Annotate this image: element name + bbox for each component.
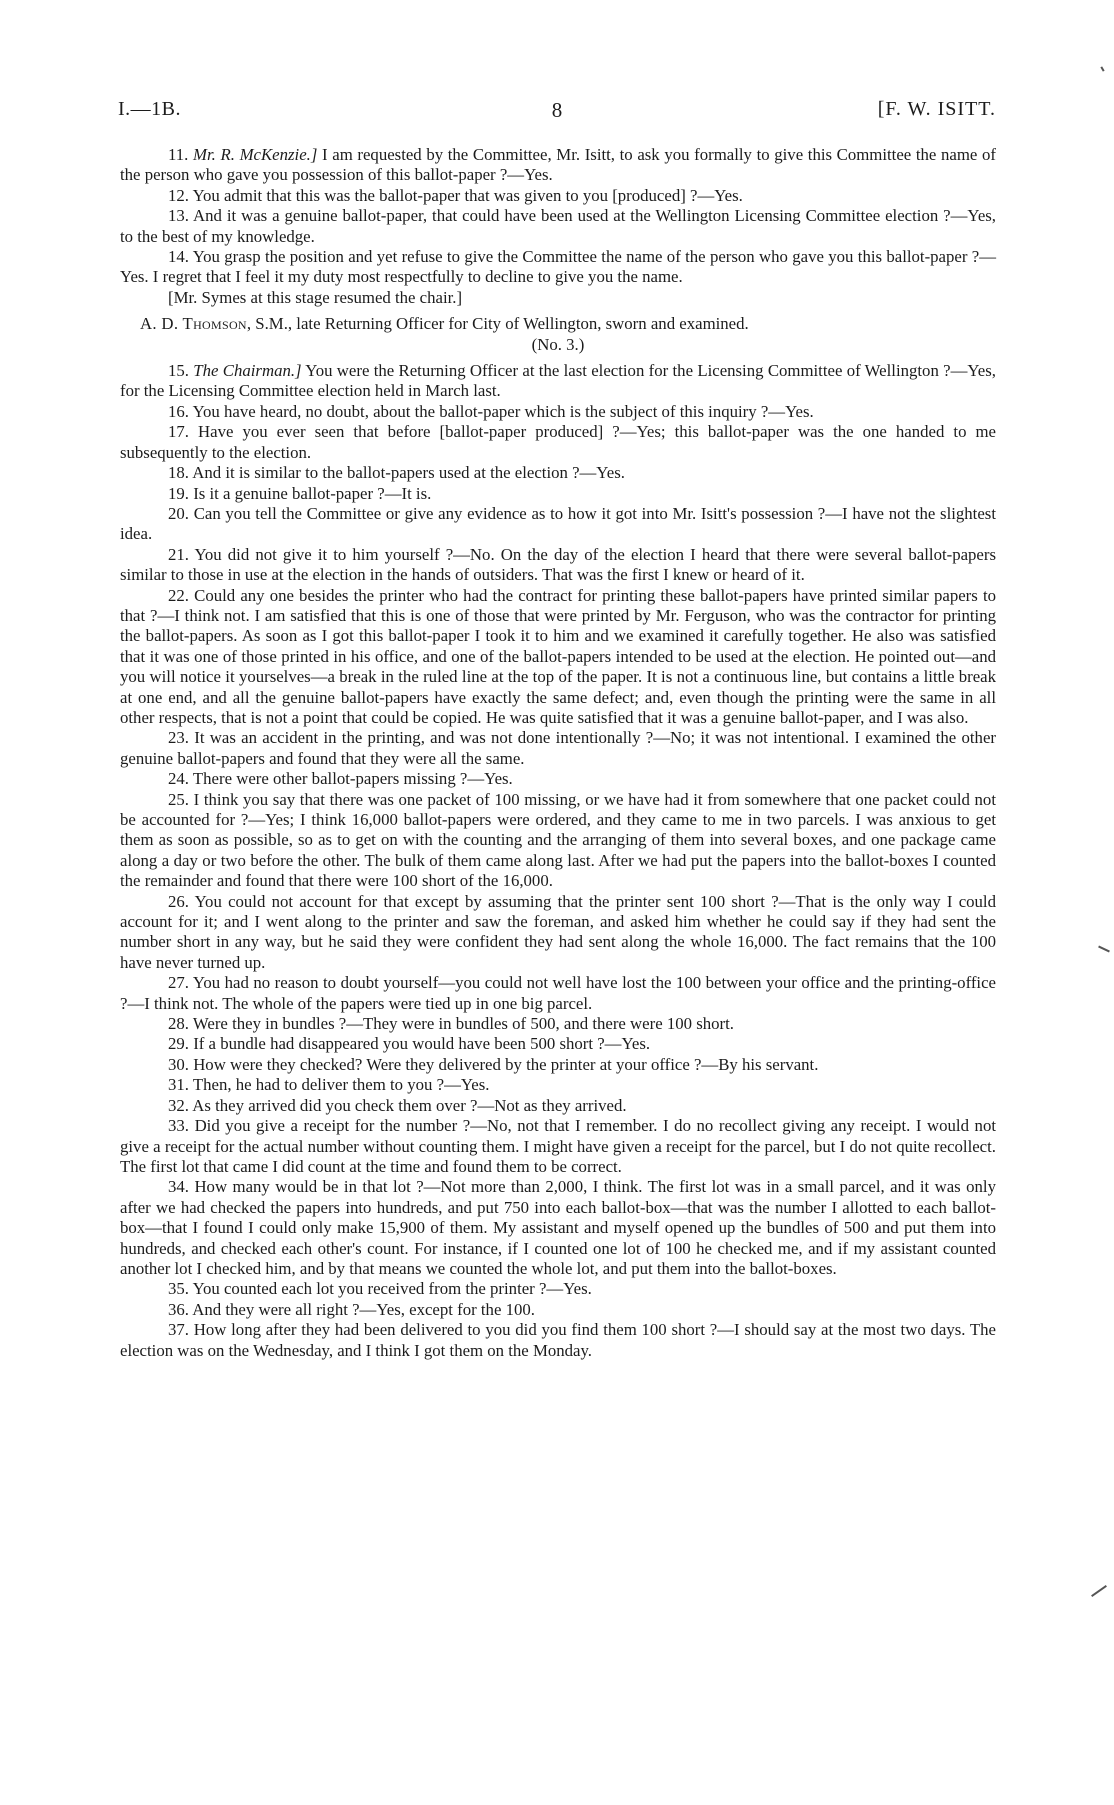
question-paragraph: 24. There were other ballot-papers missing ?—Yes. xyxy=(168,769,513,789)
question-paragraph: 18. And it is similar to the ballot-papers used at the election ?—Yes. xyxy=(168,463,625,483)
question-paragraph: 12. You admit that this was the ballot-paper that was given to you [produced] ?—Yes. xyxy=(168,185,743,205)
question-paragraph: 17. Have you ever seen that before [ballot-paper produced] ?—Yes; this ballot-paper was the one handed to me subsequently to the election. xyxy=(120,422,996,462)
header-witness: [F. W. ISITT. xyxy=(877,98,996,120)
question-paragraph: 11. Mr. R. McKenzie.] I am requested by the Committee, Mr. Isitt, to ask you formally to give this Committee the name of the person who gave you possession of this ballot-paper ?—Yes. xyxy=(120,145,996,185)
scan-mark xyxy=(1100,66,1104,71)
speaker: Mr. R. McKenzie.] xyxy=(193,145,318,164)
transcript-body xyxy=(120,145,996,1361)
witness-heading: A. D. Thomson, S.M., late Returning Officer for City of Wellington, sworn and examined. xyxy=(140,314,749,334)
question-paragraph: 27. You had no reason to doubt yourself—you could not well have lost the 100 between your office and the printing-office ?—I think not. The whole of the papers were tied up in one big parcel. xyxy=(120,973,996,1013)
scan-mark xyxy=(1098,946,1110,953)
page-header xyxy=(118,98,996,124)
question-paragraph: 25. I think you say that there was one packet of 100 missing, or we have had it from somewhere that one packet could not be accounted for ?—Yes; I think 16,000 ballot-papers were ordered, and they came to me in two parcels. I was anxious to get them as soon as possible, so as to get on with the counting and the arranging of them into several boxes, and one package came along a day or two before the other. The bulk of them came along last. After we had put the papers into the ballot-boxes I counted the remainder and found that there were 100 short of the 16,000. xyxy=(120,789,996,891)
question-paragraph: 30. How were they checked? Were they delivered by the printer at your office ?—By his servant. xyxy=(168,1054,819,1074)
question-paragraph: 13. And it was a genuine ballot-paper, that could have been used at the Wellington Licensing Committee election ?—Yes, to the best of my knowledge. xyxy=(120,206,996,246)
question-paragraph: 19. Is it a genuine ballot-paper ?—It is. xyxy=(168,483,432,503)
question-paragraph: 31. Then, he had to deliver them to you ?—Yes. xyxy=(168,1075,490,1095)
witness-number: (No. 3.) xyxy=(531,334,585,354)
question-paragraph: 16. You have heard, no doubt, about the ballot-paper which is the subject of this inquiry ?—Yes. xyxy=(168,401,814,421)
question-paragraph: 26. You could not account for that except by assuming that the printer sent 100 short ?—That is the only way I could account for it; and I went along to the printer and saw the foreman, and asked him whether he could say if they had sent the number short in any way, but he said they were confident they had sent along the whole 16,000. The fact remains that the 100 have never turned up. xyxy=(120,891,996,972)
question-paragraph: 15. The Chairman.] You were the Returning Officer at the last election for the Licensing Committee of Wellington ?—Yes, for the Licensing Committee election held in March last. xyxy=(120,361,996,401)
question-paragraph: 32. As they arrived did you check them over ?—Not as they arrived. xyxy=(168,1095,627,1115)
question-paragraph: 33. Did you give a receipt for the number ?—No, not that I remember. I do no recollect giving any receipt. I would not give a receipt for the actual number without counting them. I might have given a receipt for the parcel, but I do not quite recollect. The first lot that came I did count at the time and found them to be correct. xyxy=(120,1116,996,1176)
question-paragraph: 21. You did not give it to him yourself ?—No. On the day of the election I heard that there were several ballot-papers similar to those in use at the election in the hands of outsiders. That was the first I knew or heard of it. xyxy=(120,544,997,585)
page-number: 8 xyxy=(551,98,563,122)
question-paragraph: 20. Can you tell the Committee or give any evidence as to how it got into Mr. Isitt's possession ?—I have not the slightest idea. xyxy=(120,503,996,544)
chair-note: [Mr. Symes at this stage resumed the chair.] xyxy=(168,287,463,307)
question-paragraph: 35. You counted each lot you received from the printer ?—Yes. xyxy=(168,1279,592,1299)
question-paragraph: 34. How many would be in that lot ?—Not more than 2,000, I think. The first lot was in a small parcel, and it was only after we had checked the papers into hundreds, and put 750 into each ballot-box—that was the number I allotted to each ballot-box—that I found I could only make 15,900 of them. My assistant and myself opened up the bundles of 500 and put them into hundreds, and checked each other's count. For instance, if I counted one lot of 100 he checked me, and if my assistant counted another lot I checked him, and by that means we counted the whole lot, and put them into the ballot-boxes. xyxy=(120,1177,996,1278)
question-paragraph: 28. Were they in bundles ?—They were in bundles of 500, and there were 100 short. xyxy=(168,1014,734,1034)
question-paragraph: 36. And they were all right ?—Yes, except for the 100. xyxy=(168,1299,535,1319)
question-paragraph: 23. It was an accident in the printing, and was not done intentionally ?—No; it was not intentional. I examined the other genuine ballot-papers and found that they were all the same. xyxy=(120,728,996,768)
question-paragraph: 29. If a bundle had disappeared you would have been 500 short ?—Yes. xyxy=(168,1034,651,1054)
question-paragraph: 14. You grasp the position and yet refuse to give the Committee the name of the person who gave you this ballot-paper ?—Yes. I regret that I feel it my duty most respectfully to decline to give you the name. xyxy=(120,247,996,287)
scan-mark xyxy=(1091,1585,1107,1597)
question-paragraph: 22. Could any one besides the printer who had the contract for printing these ballot-papers have printed similar papers to that ?—I think not. I am satisfied that this is one of those that were printed by Mr. Ferguson, who was the contractor for printing the ballot-papers. As soon as I got this ballot-paper I took it to him and we examined it carefully together. He also was satisfied that it was one of those printed in his office, and one of the ballot-papers intended to be used at the election. He pointed out—and you will notice it yourselves—a break in the ruled line at the top of the paper. It is not a continuous line, but contains a little break at one end, and all the genuine ballot-papers have exactly the same defect; and, even though the printing were the same in all other respects, that is not a point that could be copied. He was quite satisfied that it was a genuine ballot-paper, and I was also. xyxy=(120,585,996,727)
speaker: The Chairman.] xyxy=(193,361,302,381)
question-paragraph: 37. How long after they had been delivered to you did you find them 100 short ?—I should say at the most two days. The election was on the Wednesday, and I think I got them on the Monday. xyxy=(120,1320,996,1360)
witness-name: A. D. Thomson xyxy=(140,314,247,334)
header-reference: I.—1B. xyxy=(118,98,181,120)
